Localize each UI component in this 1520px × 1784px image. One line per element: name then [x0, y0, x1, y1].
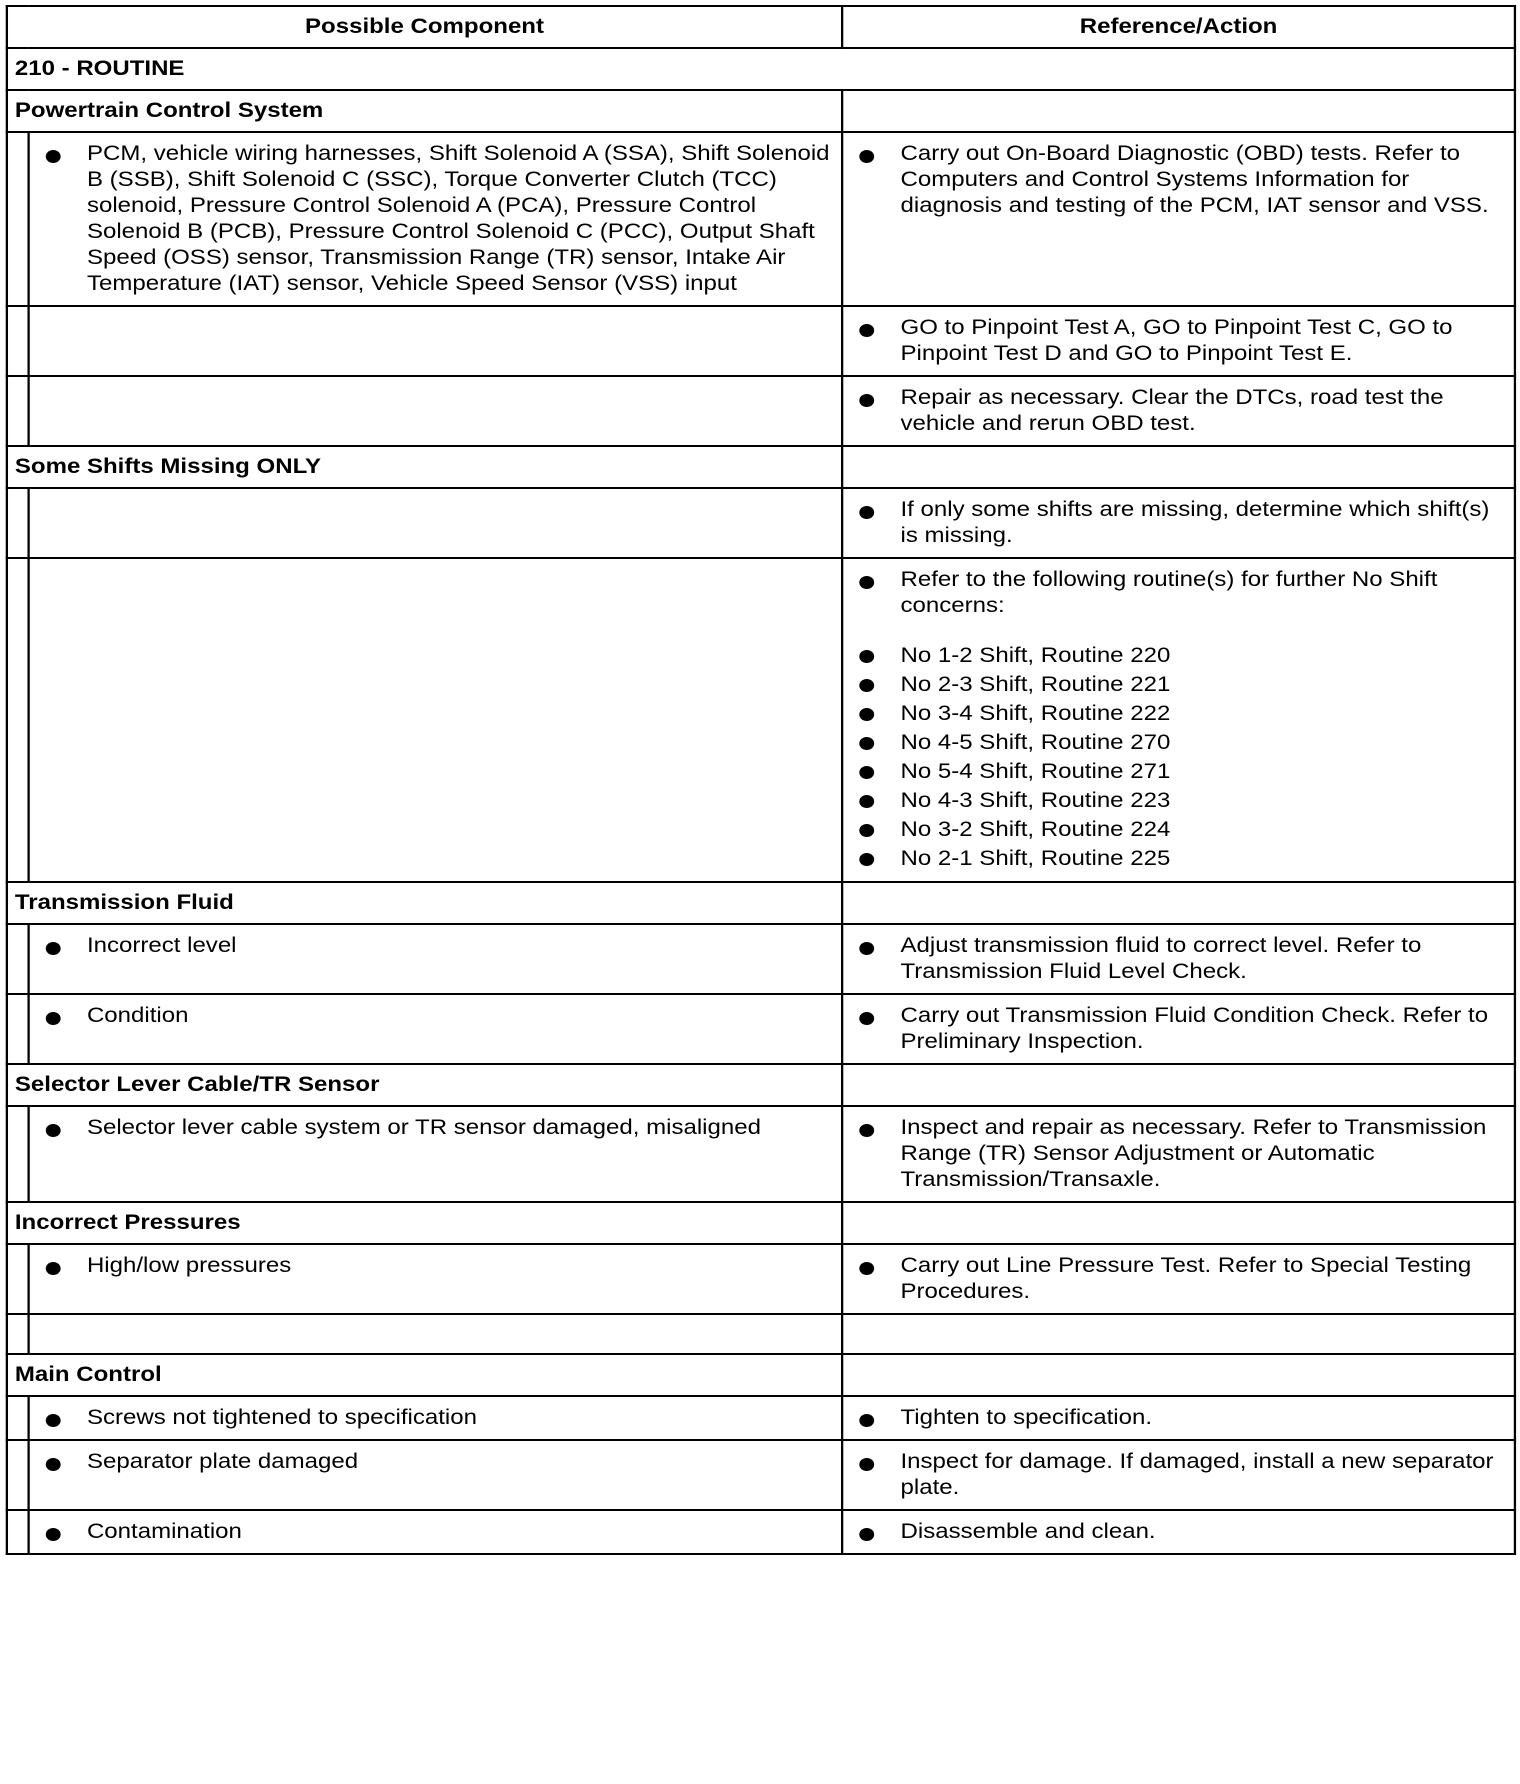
- indent-cell: [7, 306, 29, 376]
- routine-item: No 5-4 Shift, Routine 271: [901, 757, 1503, 786]
- component-cell: [29, 488, 843, 558]
- routine-title: 210 - ROUTINE: [7, 48, 1515, 90]
- table-row: [7, 376, 1515, 446]
- action-item: Inspect for damage. If damaged, install a new separator plate.: [901, 1449, 1503, 1501]
- component-cell: [29, 1106, 843, 1202]
- component-cell: [29, 1244, 843, 1314]
- section-header-row: [7, 1064, 1515, 1106]
- component-item: Screws not tightened to specification: [87, 1405, 830, 1431]
- component-cell: [29, 924, 843, 994]
- indent-cell: [7, 1510, 29, 1554]
- empty-cell: [842, 1354, 1515, 1396]
- action-cell: [842, 1510, 1515, 1554]
- action-cell: [842, 558, 1515, 882]
- action-item: If only some shifts are missing, determine which shift(s) is missing.: [901, 497, 1503, 549]
- indent-cell: [7, 1244, 29, 1314]
- table-row: [7, 924, 1515, 994]
- indent-cell: [7, 376, 29, 446]
- action-item: Disassemble and clean.: [901, 1519, 1503, 1545]
- section-header-row: [7, 1354, 1515, 1396]
- component-item: Condition: [87, 1003, 830, 1029]
- action-cell: [842, 306, 1515, 376]
- section-title: Main Control: [7, 1354, 842, 1396]
- table-row: [7, 1440, 1515, 1510]
- section-title: Incorrect Pressures: [7, 1202, 842, 1244]
- component-cell: [29, 1396, 843, 1440]
- indent-cell: [7, 1440, 29, 1510]
- indent-cell: [7, 1314, 29, 1354]
- indent-cell: [7, 994, 29, 1064]
- action-item: Repair as necessary. Clear the DTCs, road test the vehicle and rerun OBD test.: [901, 385, 1503, 437]
- table-header-row: [7, 6, 1515, 48]
- action-item: GO to Pinpoint Test A, GO to Pinpoint Test C, GO to Pinpoint Test D and GO to Pinpoint Test E.: [901, 315, 1503, 367]
- action-cell: [842, 1244, 1515, 1314]
- component-item: High/low pressures: [87, 1253, 830, 1279]
- section-title: Powertrain Control System: [7, 90, 842, 132]
- component-cell: [29, 994, 843, 1064]
- action-item: Tighten to specification.: [901, 1405, 1503, 1431]
- component-item: Separator plate damaged: [87, 1449, 830, 1475]
- table-row: [7, 1106, 1515, 1202]
- empty-cell: [842, 882, 1515, 924]
- action-cell: [842, 924, 1515, 994]
- component-cell: [29, 306, 843, 376]
- routine-item: No 3-4 Shift, Routine 222: [901, 699, 1503, 728]
- empty-cell: [842, 1202, 1515, 1244]
- section-header-row: [7, 1202, 1515, 1244]
- action-cell: [842, 1314, 1515, 1354]
- routine-item: No 2-3 Shift, Routine 221: [901, 670, 1503, 699]
- table-row: [7, 132, 1515, 306]
- action-item: Carry out Transmission Fluid Condition Check. Refer to Preliminary Inspection.: [901, 1003, 1503, 1055]
- section-header-row: [7, 446, 1515, 488]
- table-row: [7, 994, 1515, 1064]
- action-cell: [842, 1106, 1515, 1202]
- action-item: Refer to the following routine(s) for further No Shift concerns:: [901, 567, 1503, 619]
- component-cell: [29, 1314, 843, 1354]
- action-item: Inspect and repair as necessary. Refer to Transmission Range (TR) Sensor Adjustment or Automatic Transmission/Transaxle.: [901, 1115, 1503, 1193]
- indent-cell: [7, 924, 29, 994]
- routine-item: No 1-2 Shift, Routine 220: [901, 641, 1503, 670]
- action-item: Adjust transmission fluid to correct level. Refer to Transmission Fluid Level Check.: [901, 933, 1503, 985]
- empty-cell: [842, 446, 1515, 488]
- component-item: Incorrect level: [87, 933, 830, 959]
- routine-item: No 3-2 Shift, Routine 224: [901, 815, 1503, 844]
- indent-cell: [7, 132, 29, 306]
- table-row: [7, 488, 1515, 558]
- empty-cell: [842, 90, 1515, 132]
- component-cell: [29, 376, 843, 446]
- action-cell: [842, 376, 1515, 446]
- table-row: [7, 1510, 1515, 1554]
- section-header-row: [7, 90, 1515, 132]
- table-row: [7, 306, 1515, 376]
- section-title: Transmission Fluid: [7, 882, 842, 924]
- section-title: Some Shifts Missing ONLY: [7, 446, 842, 488]
- component-item: Selector lever cable system or TR sensor damaged, misaligned: [87, 1115, 830, 1141]
- indent-cell: [7, 1106, 29, 1202]
- table-row: [7, 1396, 1515, 1440]
- action-cell: [842, 1440, 1515, 1510]
- action-cell: [842, 994, 1515, 1064]
- component-cell: [29, 1440, 843, 1510]
- header-possible-component: Possible Component: [7, 6, 842, 48]
- header-reference-action: Reference/Action: [842, 6, 1515, 48]
- diagnostic-table: [6, 5, 1516, 1555]
- table-row: [7, 1314, 1515, 1354]
- action-item: Carry out Line Pressure Test. Refer to Special Testing Procedures.: [901, 1253, 1503, 1305]
- component-item: PCM, vehicle wiring harnesses, Shift Solenoid A (SSA), Shift Solenoid B (SSB), Shift Solenoid C (SSC), Torque Converter Clutch (TCC) solenoid, Pressure Control Solenoid A (PCA), Pressure Control Solenoid B (PCB), Pressure Control Solenoid C (PCC), Output Shaft Speed (OSS) sensor, Transmission Range (TR) sensor, Intake Air Temperature (IAT) sensor, Vehicle Speed Sensor (VSS) input: [86, 142, 830, 295]
- action-item: Carry out On-Board Diagnostic (OBD) tests. Refer to Computers and Control Systems Information for diagnosis and testing of the PCM, IAT sensor and VSS.: [901, 141, 1503, 219]
- indent-cell: [7, 488, 29, 558]
- routine-item: No 2-1 Shift, Routine 225: [901, 844, 1503, 873]
- component-item: Contamination: [87, 1519, 830, 1545]
- indent-cell: [7, 1396, 29, 1440]
- routine-title-row: [7, 48, 1515, 90]
- component-cell: [29, 1510, 843, 1554]
- empty-cell: [842, 1064, 1515, 1106]
- indent-cell: [7, 558, 29, 882]
- section-header-row: [7, 882, 1515, 924]
- routine-item: No 4-5 Shift, Routine 270: [901, 728, 1503, 757]
- action-cell: [842, 132, 1515, 306]
- action-cell: [842, 488, 1515, 558]
- component-cell: [29, 132, 843, 306]
- section-title: Selector Lever Cable/TR Sensor: [7, 1064, 842, 1106]
- table-row: [7, 1244, 1515, 1314]
- routine-item: No 4-3 Shift, Routine 223: [901, 786, 1503, 815]
- action-cell: [842, 1396, 1515, 1440]
- table-row: [7, 558, 1515, 882]
- component-cell: [29, 558, 843, 882]
